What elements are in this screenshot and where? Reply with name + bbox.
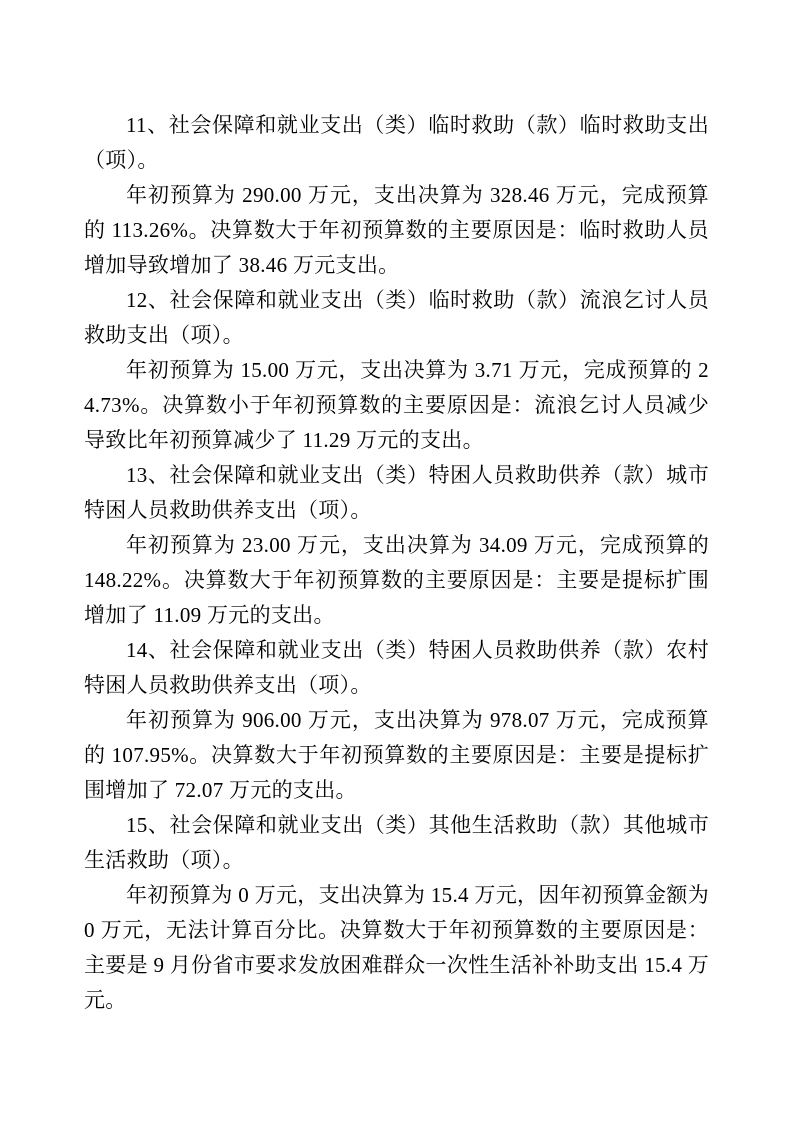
section-13 — [84, 458, 709, 633]
section-12 — [84, 283, 709, 458]
section-11-body: 年初预算为 290.00 万元，支出决算为 328.46 万元，完成预算的 113.26%。决算数大于年初预算数的主要原因是：临时救助人员增加导致增加了 38.46 万元支出。 — [84, 183, 709, 277]
section-11 — [84, 108, 709, 283]
section-14-body: 年初预算为 906.00 万元，支出决算为 978.07 万元，完成预算的 107.95%。决算数大于年初预算数的主要原因是：主要是提标扩围增加了 72.07 万元的支出。 — [84, 708, 709, 802]
section-11-heading: 11、社会保障和就业支出（类）临时救助（款）临时救助支出（项）。 — [84, 113, 709, 172]
section-14-heading: 14、社会保障和就业支出（类）特困人员救助供养（款）农村特困人员救助供养支出（项）。 — [84, 638, 709, 697]
section-12-body: 年初预算为 15.00 万元，支出决算为 3.71 万元，完成预算的 24.73%。决算数小于年初预算数的主要原因是：流浪乞讨人员减少导致比年初预算减少了 11.29 万元的支出。 — [84, 358, 709, 452]
section-13-heading: 13、社会保障和就业支出（类）特困人员救助供养（款）城市特困人员救助供养支出（项）。 — [84, 463, 709, 522]
section-14 — [84, 633, 709, 808]
section-13-body: 年初预算为 23.00 万元，支出决算为 34.09 万元，完成预算的 148.22%。决算数大于年初预算数的主要原因是：主要是提标扩围增加了 11.09 万元的支出。 — [84, 533, 709, 627]
section-15-body: 年初预算为 0 万元，支出决算为 15.4 万元，因年初预算金额为 0 万元，无法计算百分比。决算数大于年初预算数的主要原因是：主要是 9 月份省市要求发放困难群众一次性生活补补助支出 15.4 万元。 — [84, 883, 709, 1012]
section-12-heading: 12、社会保障和就业支出（类）临时救助（款）流浪乞讨人员救助支出（项）。 — [84, 288, 709, 347]
section-15-heading: 15、社会保障和就业支出（类）其他生活救助（款）其他城市生活救助（项）。 — [84, 813, 709, 872]
section-15 — [84, 808, 709, 1018]
